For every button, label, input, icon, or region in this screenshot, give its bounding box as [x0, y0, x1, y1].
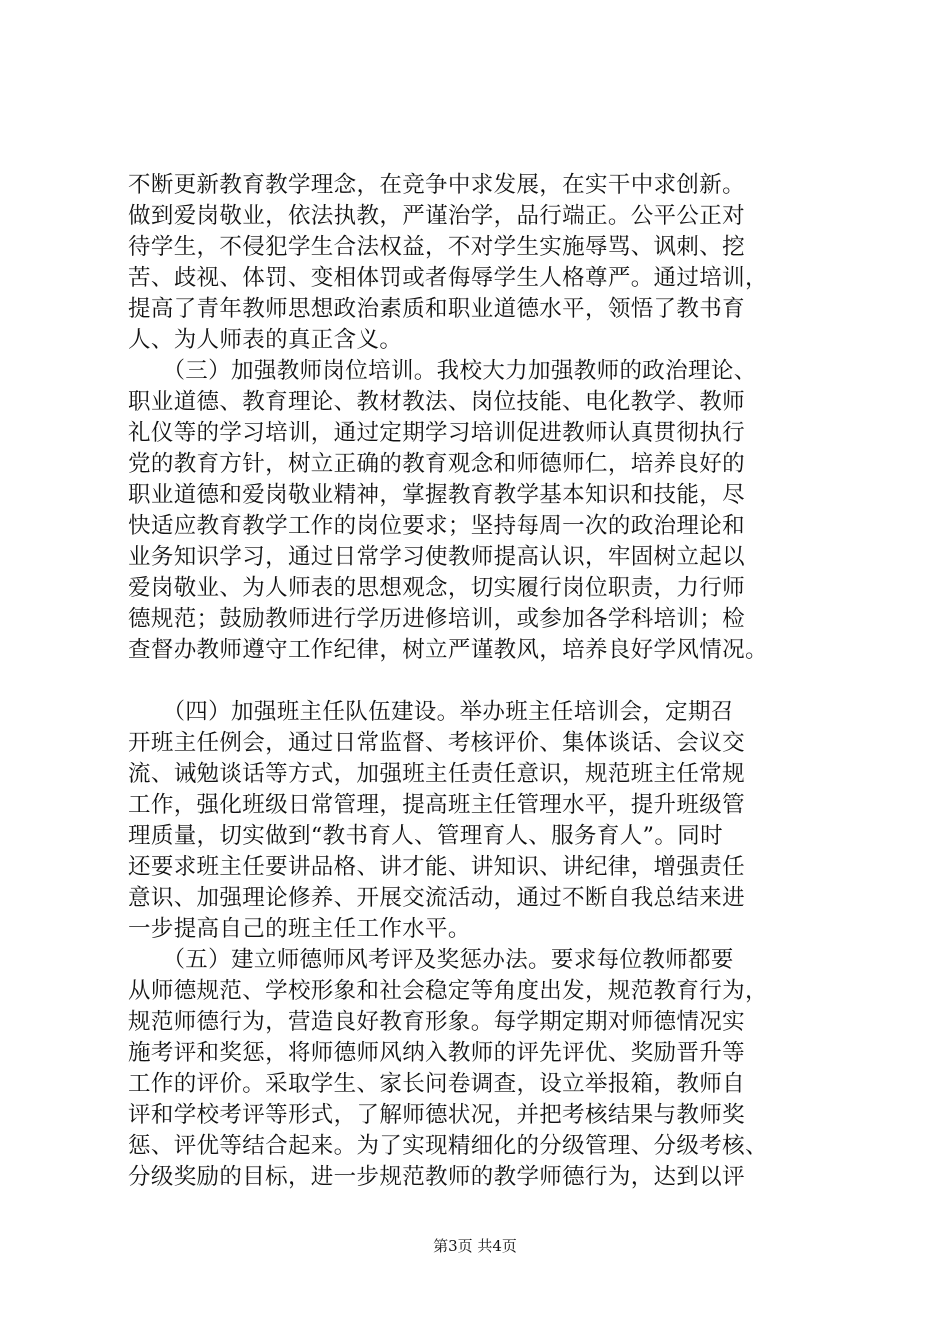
- text-line: 快适应教育教学工作的岗位要求；坚持每周一次的政治理论和: [128, 513, 745, 539]
- text-line: （五）建立师德师风考评及奖惩办法。要求每位教师都要: [128, 947, 734, 973]
- text-line: 流、诫勉谈话等方式，加强班主任责任意识，规范班主任常规: [128, 761, 745, 787]
- text-line: 礼仪等的学习培训，通过定期学习培训促进教师认真贯彻执行: [128, 420, 745, 446]
- text-line: 理质量，切实做到“教书育人、管理育人、服务育人”。同时: [128, 823, 723, 849]
- page-footer: 第3页 共4页: [433, 1237, 517, 1255]
- text-line: 规范师德行为，营造良好教育形象。每学期定期对师德情况实: [128, 1009, 745, 1035]
- text-line: 开班主任例会，通过日常监督、考核评价、集体谈话、会议交: [128, 730, 745, 756]
- paragraph-gap: [128, 666, 828, 697]
- text-line: 评和学校考评等形式，了解师德状况，并把考核结果与教师奖: [128, 1102, 745, 1128]
- text-line: 施考评和奖惩，将师德师风纳入教师的评先评优、奖励晋升等: [128, 1040, 745, 1066]
- text-line: 职业道德和爱岗敬业精神，掌握教育教学基本知识和技能，尽: [128, 482, 745, 508]
- text-line: 爱岗敬业、为人师表的思想观念，切实履行岗位职责，力行师: [128, 575, 745, 601]
- text-line: 分级奖励的目标，进一步规范教师的教学师德行为，达到以评: [128, 1164, 745, 1190]
- text-line: 不断更新教育教学理念，在竞争中求发展，在实干中求创新。: [128, 172, 745, 198]
- text-line: 党的教育方针，树立正确的教育观念和师德师仁，培养良好的: [128, 451, 745, 477]
- text-line: 做到爱岗敬业，依法执教，严谨治学，品行端正。公平公正对: [128, 203, 745, 229]
- text-line: 人、为人师表的真正含义。: [128, 327, 403, 353]
- text-line: 苦、歧视、体罚、变相体罚或者侮辱学生人格尊严。通过培训，: [128, 265, 768, 291]
- text-line: （三）加强教师岗位培训。我校大力加强教师的政治理论、: [128, 358, 757, 384]
- text-line: 工作的评价。采取学生、家长问卷调查，设立举报箱，教师自: [128, 1071, 745, 1097]
- text-line: 工作，强化班级日常管理，提高班主任管理水平，提升班级管: [128, 792, 745, 818]
- text-line: 意识、加强理论修养、开展交流活动，通过不断自我总结来进: [128, 885, 745, 911]
- text-line: 还要求班主任要讲品格、讲才能、讲知识、讲纪律，增强责任: [128, 854, 745, 880]
- text-line: 德规范；鼓励教师进行学历进修培训，或参加各学科培训；检: [128, 606, 745, 632]
- text-line: 一步提高自己的班主任工作水平。: [128, 916, 471, 942]
- text-line: 提高了青年教师思想政治素质和职业道德水平，领悟了教书育: [128, 296, 745, 322]
- text-line: 惩、评优等结合起来。为了实现精细化的分级管理、分级考核、: [128, 1133, 768, 1159]
- text-line: 从师德规范、学校形象和社会稳定等角度出发，规范教育行为，: [128, 978, 768, 1004]
- text-line: 业务知识学习，通过日常学习使教师提高认识，牢固树立起以: [128, 544, 745, 570]
- text-line: 待学生，不侵犯学生合法权益，不对学生实施辱骂、讽刺、挖: [128, 234, 745, 260]
- text-line: （四）加强班主任队伍建设。举办班主任培训会，定期召: [128, 699, 734, 725]
- text-line: 查督办教师遵守工作纪律，树立严谨教风，培养良好学风情况。: [128, 637, 768, 663]
- document-body: [128, 170, 828, 1193]
- text-line: 职业道德、教育理论、教材教法、岗位技能、电化教学、教师: [128, 389, 745, 415]
